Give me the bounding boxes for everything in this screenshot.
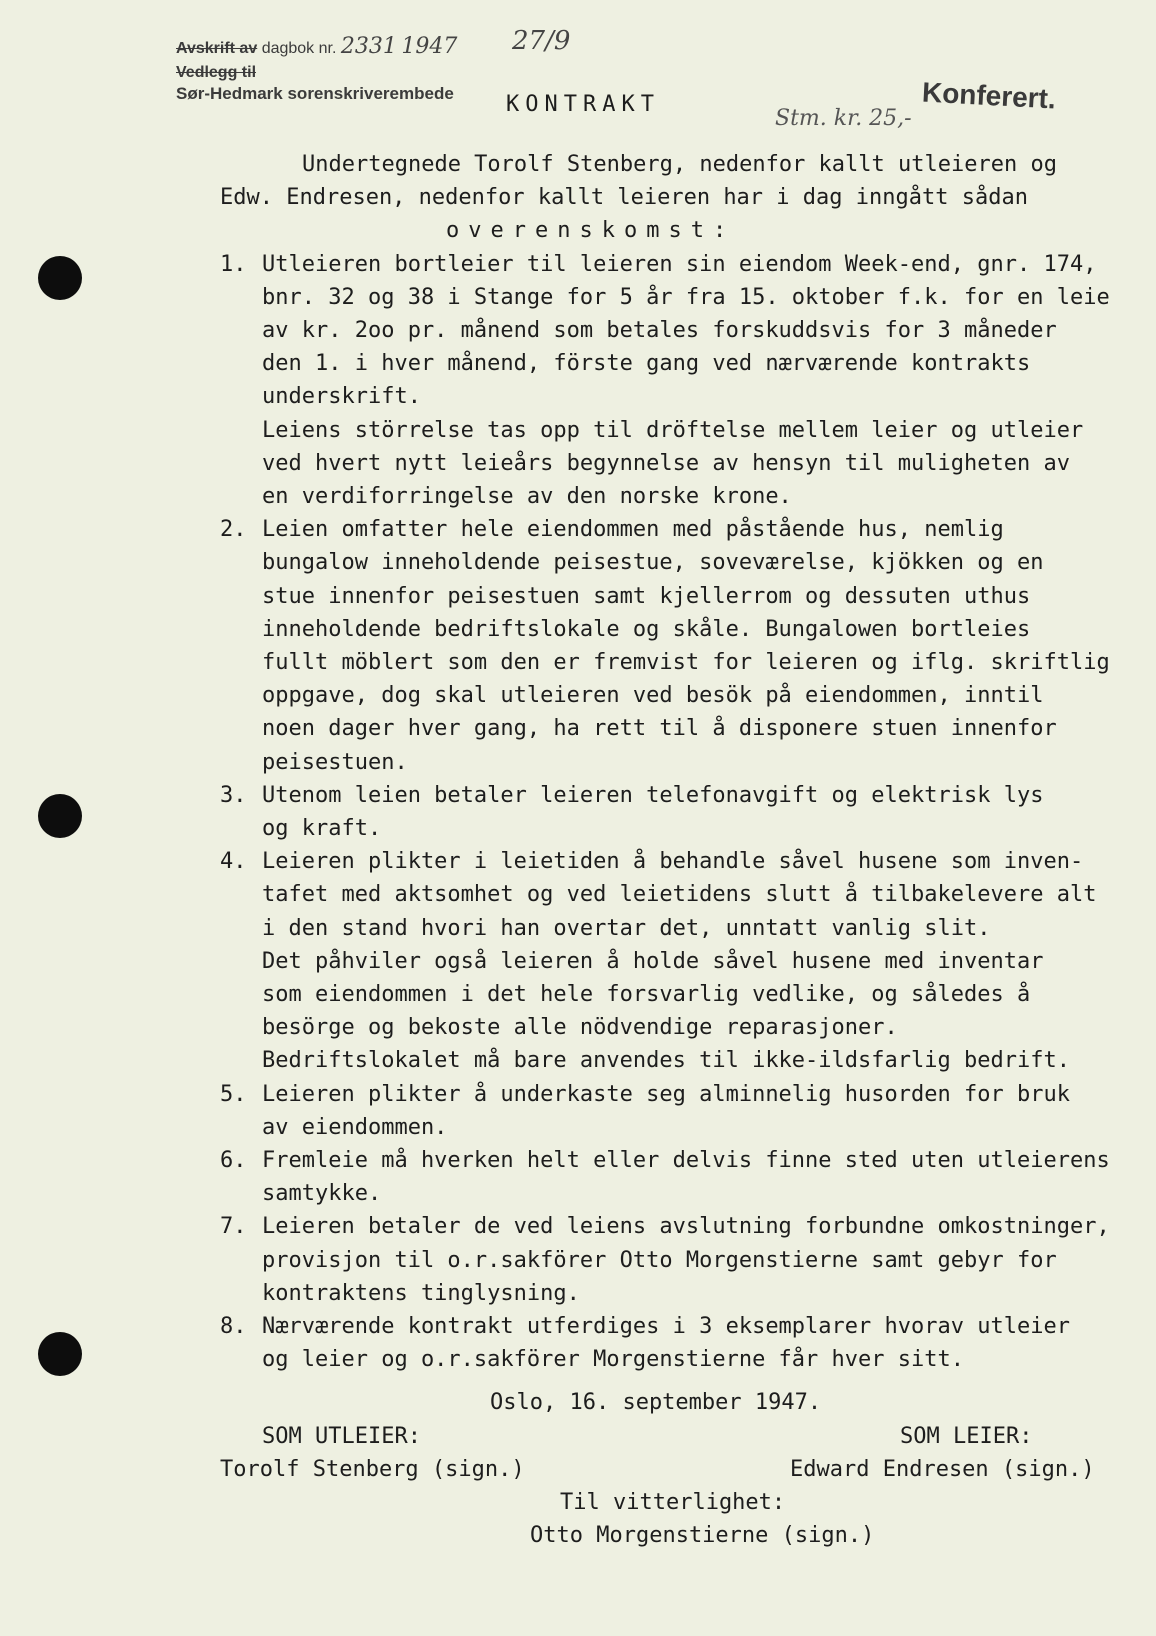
clause-line: bungalow inneholdende peisestue, soveværelse, kjökken og en (262, 550, 1044, 576)
handwritten-fee: Stm. kr. 25,- (775, 106, 912, 131)
clause-line: Utenom leien betaler leieren telefonavgift og elektrisk lys (262, 782, 1044, 808)
clause-line: en verdiforringelse av den norske krone. (262, 484, 792, 509)
lessee-label: SOM LEIER: (900, 1423, 1033, 1449)
clause-line: peisestuen. (262, 749, 408, 775)
punch-hole (38, 1332, 82, 1376)
registry-stamp (176, 32, 457, 106)
lessor-label: SOM UTLEIER: (262, 1423, 421, 1449)
clause-line: fullt möblert som den er fremvist for leieren og iflg. skriftlig (262, 650, 1110, 675)
clause-line: noen dager hver gang, ha rett til å disponere stuen innenfor (262, 716, 1057, 742)
intro-line: Undertegnede Torolf Stenberg, nedenfor kallt utleieren og (302, 152, 1057, 177)
clause-line: provisjon til o.r.sakförer Otto Morgenstierne samt gebyr for (262, 1247, 1057, 1273)
clause-line: Bedriftslokalet må bare anvendes til ikke-ildsfarlig bedrift. (262, 1048, 1070, 1074)
clause-line: Leieren betaler de ved leiens avslutning forbundne omkostninger, (262, 1214, 1110, 1240)
konferert-stamp: Konferert. (921, 76, 1057, 115)
clause-line: bnr. 32 og 38 i Stange for 5 år fra 15. oktober f.k. for en leie (262, 284, 1110, 310)
clause-line: ved hvert nytt leieårs begynnelse av hensyn til muligheten av (262, 450, 1070, 476)
clause-line: i den stand hvori han overtar det, unntatt vanlig slit. (262, 915, 991, 941)
clause-line: inneholdende bedriftslokale og skåle. Bungalowen bortleies (262, 616, 1031, 642)
clause-line: Leiens störrelse tas opp til dröftelse mellem leier og utleier (262, 417, 1084, 443)
clause-line: Nærværende kontrakt utferdiges i 3 eksemplarer hvorav utleier (262, 1314, 1070, 1339)
clause-line: oppgave, dog skal utleieren ved besök på eiendommen, inntil (262, 683, 1044, 709)
punch-hole (38, 794, 82, 838)
clause-line: Leien omfatter hele eiendommen med påstående hus, nemlig (262, 517, 1004, 543)
dagbok-year: 1947 (401, 34, 458, 59)
witness-signature: Otto Morgenstierne (sign.) (530, 1523, 875, 1549)
clause-number: 8. (220, 1314, 247, 1339)
clause-line: tafet med aktsomhet og ved leietidens slutt å tilbakelevere alt (262, 882, 1097, 908)
clause-line: Leieren plikter å underkaste seg alminnelig husorden for bruk (262, 1081, 1070, 1107)
clause-line: av kr. 2oo pr. månend som betales forskuddsvis for 3 måneder (262, 318, 1057, 343)
stamp-struck-text: Avskrift av (176, 40, 258, 57)
place-date: Oslo, 16. september 1947. (490, 1390, 822, 1416)
lessee-signature: Edward Endresen (sign.) (790, 1456, 1095, 1482)
stamp-struck-text: Vedlegg til (176, 63, 257, 81)
clause-line: Det påhviler også leieren å holde såvel husene med inventar (262, 948, 1044, 974)
clause-line: og leier og o.r.sakförer Morgenstierne får hver sitt. (262, 1347, 964, 1373)
clause-number: 1. (220, 251, 247, 277)
clause-line: som eiendommen i det hele forsvarlig vedlike, og således å (262, 982, 1031, 1007)
clause-line: Utleieren bortleier til leieren sin eiendom Week-end, gnr. 174, (262, 251, 1097, 277)
lessor-signature: Torolf Stenberg (sign.) (220, 1456, 525, 1482)
clause-number: 3. (220, 782, 247, 808)
clause-line: Fremleie må hverken helt eller delvis finne sted uten utleierens (262, 1148, 1110, 1173)
clause-line: og kraft. (262, 816, 382, 841)
clause-line: kontraktens tinglysning. (262, 1280, 580, 1306)
stamp-text: dagbok nr. (261, 40, 337, 57)
clause-line: stue innenfor peisestuen samt kjellerrom og dessuten uthus (262, 583, 1031, 609)
stamp-office: Sør-Hedmark sorenskriverembede (176, 84, 454, 104)
clause-number: 4. (220, 849, 247, 875)
witness-label: Til vitterlighet: (560, 1490, 786, 1515)
intro-line: Edw. Endresen, nedenfor kallt leieren har i dag inngått sådan (220, 185, 1028, 211)
clause-line: den 1. i hver månend, förste gang ved nærværende kontrakts (262, 351, 1031, 377)
handwritten-date: 27/9 (512, 26, 571, 56)
punch-hole (38, 256, 82, 300)
clause-number: 7. (220, 1214, 247, 1240)
document-title: KONTRAKT (506, 92, 660, 117)
clause-number: 2. (220, 517, 247, 543)
clause-number: 6. (220, 1148, 247, 1173)
clause-line: underskrift. (262, 384, 421, 410)
clause-line: besörge og bekoste alle nödvendige reparasjoner. (262, 1015, 898, 1041)
clause-line: samtykke. (262, 1181, 382, 1207)
clause-line: av eiendommen. (262, 1114, 448, 1140)
dagbok-number: 2331 (340, 34, 397, 59)
clause-line: Leieren plikter i leietiden å behandle såvel husene som inven- (262, 849, 1084, 875)
agreement-heading: overenskomst: (446, 218, 736, 244)
clause-number: 5. (220, 1081, 247, 1107)
